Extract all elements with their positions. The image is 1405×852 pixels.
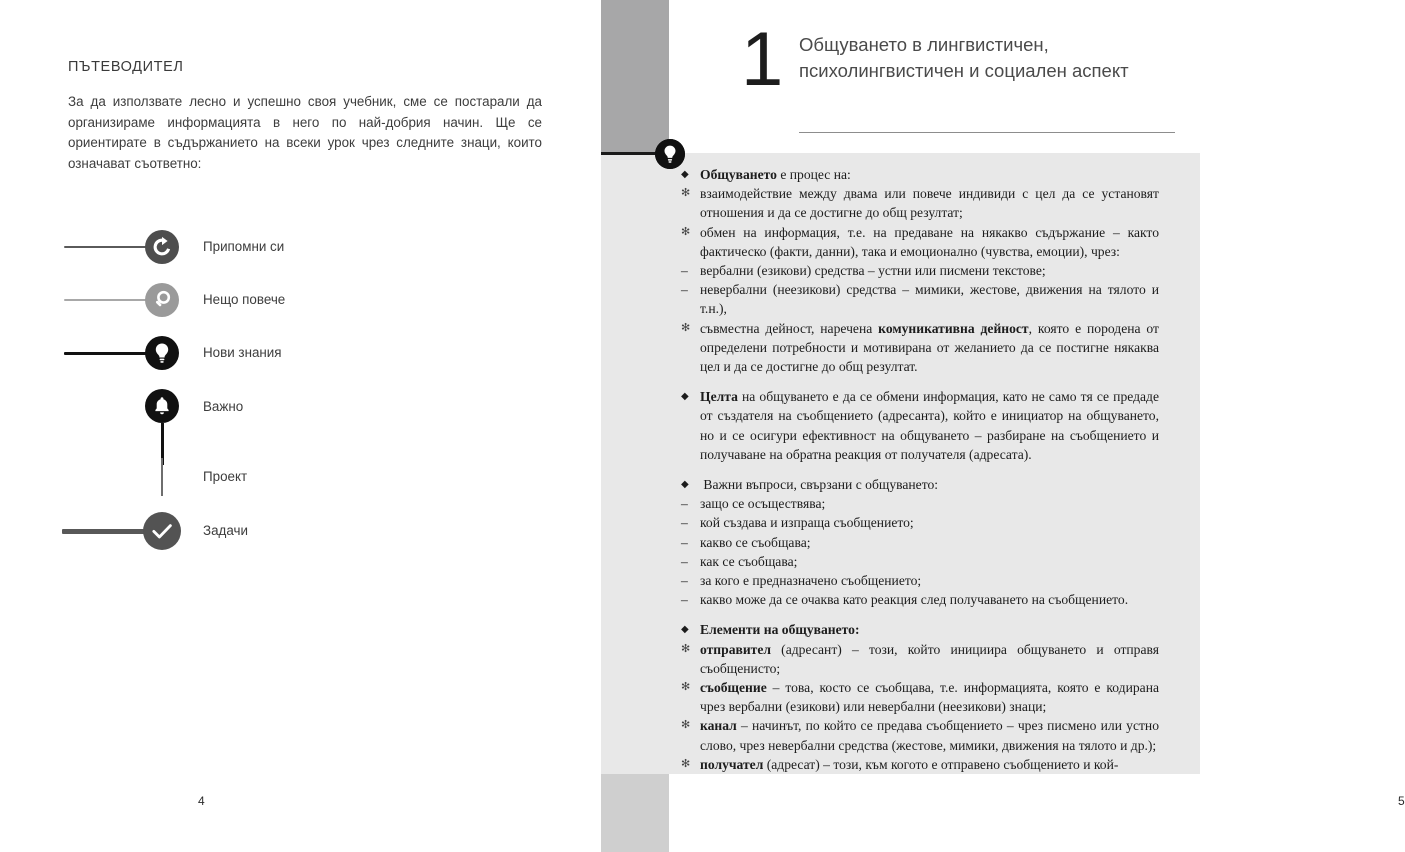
body-list-item [681,678,1159,716]
lightbulb-icon [145,336,179,370]
bullet-marker: ◆ [681,391,689,403]
body-text-run: кой създава и изпраща съобщението; [700,515,914,531]
body-list-item [681,223,1159,261]
bullet-marker: ✻ [681,719,691,732]
bullet-marker: ✻ [681,321,691,334]
legend-stem-line [161,458,163,496]
bullet-marker: ◆ [681,479,689,491]
body-text-run: Елементи на общуването: [700,622,860,638]
intro-paragraph: За да използвате лесно и успешно своя учебник, сме се постарали да организираме информацията в него по най-добрия начин. Ще се ориентирате в съдържанието на всеки урок чрез следните знаци, които означават съответно: [68,94,542,171]
magnifier-icon [145,283,179,317]
body-text-run: взаимодействие между двама или повече индивиди с цел да се установят отношения и да се достигне до общ резултат; [700,186,1159,221]
body-paragraph [681,387,1159,464]
legend-connector-line [64,246,157,248]
body-list-item [681,513,1159,532]
check-icon [143,512,181,550]
body-list-item [681,475,1159,494]
left-page [0,0,601,852]
legend-item-label: Нещо повече [203,292,286,307]
legend-item-label: Важно [203,399,244,414]
body-list-item [681,184,1159,222]
body-list-item [681,494,1159,513]
right-page [601,0,1405,852]
refresh-icon [145,230,179,264]
body-text-run: съобщение – това, косто се съобщава, т.е. информацията, която е кодирана чрез вербални (езикови) или невербални (неезикови) знаци; [700,680,1159,715]
body-list-item [681,640,1159,678]
bullet-marker: – [681,282,688,298]
body-list-item [681,533,1159,552]
bullet-marker: – [681,553,688,569]
body-list-item [681,590,1159,609]
body-text-run: какво може да се очаква като реакция след получаването на съобщението. [700,592,1129,608]
chapter-title: Общуването в лингвистичен, психолингвистичен и социален аспект [799,34,1129,81]
legend-item-label: Проект [203,469,248,484]
body-text-run: отправител (адресант) – този, който инициира общуването и отправя съобщенисто; [700,641,1159,676]
bell-icon [145,389,179,423]
body-text-run: Целта на общуването е да се обмени информация, като не само тя се предаде от създателя на съобщението (адресанта), който е инициатор на общуването, но и се осигури ефективност на общуването – разбиране на съобщението и получаване на обратна реакция от получателя (адресата). [700,389,1159,462]
bullet-marker: ✻ [681,757,691,770]
bullet-marker: ◆ [681,624,689,636]
bullet-marker: – [681,263,688,279]
bullet-marker: ✻ [681,225,691,238]
body-text-run: Важни въпроси, свързани с общуването: [700,477,939,493]
bullet-marker: ✻ [681,642,691,655]
body-list-item [681,552,1159,571]
bullet-marker: – [681,496,688,512]
chapter-rule [799,132,1175,133]
legend-list [0,0,601,852]
bullet-marker: – [681,573,688,589]
body-text-run: съвместна дейност, наречена комуникативна дейност, която е породена от определени потребности и мотивирана от желанието да се постигне някаква цел и да се достигне до общ резултат. [700,320,1159,375]
legend-connector-line [64,352,157,355]
body-text-run: обмен на информация, т.е. на предаване на някакво съдържание – както фактическо (факти, данни), така и емоционално (чувства, емоции), чрез: [700,224,1159,259]
body-text-run: за кого е предназначено съобщението; [700,573,922,589]
legend-item-label: Задачи [203,523,248,538]
bullet-marker: ✻ [681,681,691,694]
body-list-item [681,261,1159,280]
body-text-run: получател (адресат) – този, към когото е отправено съобщението и кой- [700,756,1119,772]
body-text-run: канал – начинът, по който се предава съобщението – чрез писмено или устно слово, чрез невербални средства (жестове, мимики, движения на тялото и др.); [700,718,1159,753]
body-list-item [681,165,1159,184]
body-text-run: какво се съобщава; [700,534,811,550]
bullet-marker: – [681,592,688,608]
page-title: ПЪТЕВОДИТЕЛ [68,59,184,75]
bullet-marker: – [681,515,688,531]
paragraph-gap [681,376,1159,387]
paragraph-gap [681,609,1159,620]
body-text-run: невербални (неезикови) средства – мимики, жестове, движения на тялото и т.н.), [700,282,1159,317]
body-text-run: вербални (езикови) средства – устни или писмени текстове; [700,263,1046,279]
body-list-item [681,319,1159,377]
body-list-item [681,716,1159,754]
body-text [681,165,1159,774]
body-text-run: Общуването е процес на: [700,167,851,182]
bullet-marker: ✻ [681,187,691,200]
legend-connector-line [62,529,155,534]
body-list-item [681,571,1159,590]
body-list-item [681,280,1159,318]
body-text-run: как се съобщава; [700,553,798,569]
legend-connector-line [64,299,157,301]
bullet-marker: – [681,534,688,550]
page-number-left: 4 [198,794,205,808]
body-list-item [681,620,1159,639]
legend-item-label: Припомни си [203,239,285,254]
body-list-item [681,755,1159,774]
page-number-right: 5 [1398,794,1405,808]
legend-item-label: Нови знания [203,345,282,360]
body-text-run: защо се осъществява; [700,496,826,512]
bullet-marker: ◆ [681,169,689,180]
chapter-number: 1 [741,17,782,102]
paragraph-gap [681,464,1159,475]
